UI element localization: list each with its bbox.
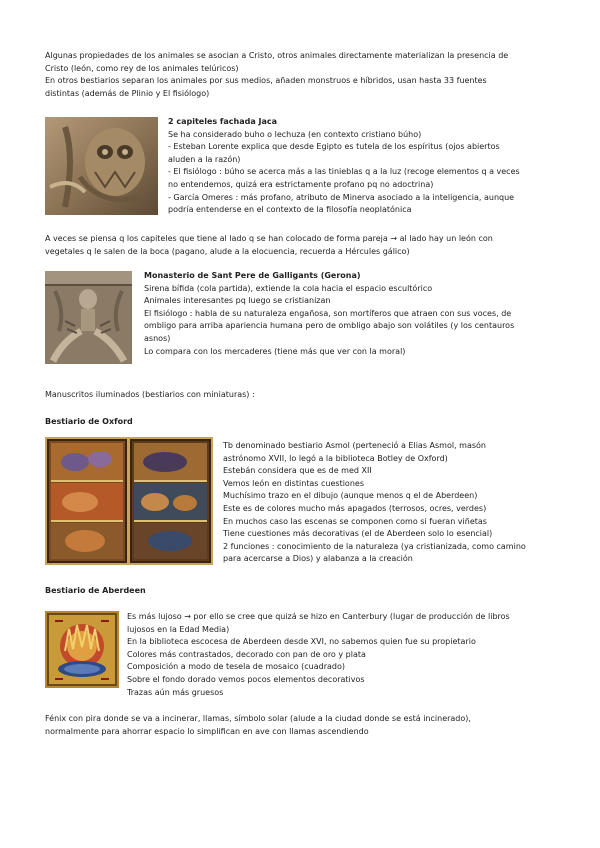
text-line: lujosos en la Edad Media) [127, 624, 230, 634]
text-line: Algunas propiedades de los animales se asocian a Cristo, otros animales directamente materializan la presencia de [45, 51, 509, 60]
text-line: normalmente para ahorrar espacio lo simplifican en ave con llamas ascendiendo [45, 726, 369, 736]
text-line: Tb denominado bestiario Asmol (perteneció a Elias Asmol, masón [223, 441, 486, 450]
text-line: Animales interesantes pq luego se cristianizan [144, 296, 331, 306]
text-line: no entendemos, quizá era estrictamente profano pq no adoctrina) [168, 179, 434, 189]
text-line: Composición a modo de tesela de mosaico (cuadrado) [127, 662, 345, 672]
text-line: - García Omeres : más profano, atributo de Minerva asociado a la inteligencia, aunque [168, 192, 515, 202]
manuscritos-line [45, 389, 565, 402]
galligants-siren-image [45, 271, 132, 364]
text-line: Se ha considerado buho o lechuza (en contexto cristiano búho) [168, 129, 422, 139]
aberdeen-text-block [127, 611, 510, 699]
text-line: Estebán considera que es de med XII [223, 466, 372, 476]
text-line: Sobre el fondo dorado vemos pocos elementos decorativos [127, 674, 365, 684]
fenix-paragraph [45, 713, 565, 738]
galligants-title: Monasterio de Sant Pere de Galligants (Gerona) [144, 271, 361, 280]
text-line: aluden a la razón) [168, 154, 241, 164]
text-line: En otros bestiarios separan los animales por sus medios, añaden monstruos e híbridos, usan hasta 33 fuentes [45, 76, 487, 86]
text-line: En la biblioteca escocesa de Aberdeen desde XVI, no sabemos quien fue su propietario [127, 637, 476, 647]
jaca-capital-image [45, 117, 158, 215]
text-line: para acercarse a Dios) y alabanza a la creación [223, 554, 413, 564]
oxford-bestiary-image [45, 437, 213, 565]
text-line: Vemos león en distintas cuestiones [223, 478, 364, 488]
text-line: En muchos caso las escenas se componen como si fueran viñetas [223, 516, 487, 526]
text-line: - Esteban Lorente explica que desde Egipto es tutela de los espíritus (ojos abiertos [168, 142, 500, 152]
text-line: - El fisiólogo : búho se acerca más a las tinieblas q a la luz (recoge elementos q a veces [168, 167, 520, 177]
text-line: 2 funciones : conocimiento de la naturaleza (ya cristianizada, como camino [223, 541, 526, 551]
text-line: Trazas aún más gruesos [127, 687, 224, 697]
text-line: distintas (además de Plinio y El fisiólogo) [45, 88, 210, 98]
text-line: podría entenderse en el contexto de la filosofía neoplatónica [168, 205, 412, 215]
text-line: Sirena bífida (cola partida), extiende la cola hacia el espacio escultórico [144, 283, 433, 293]
jaca-title: 2 capiteles fachada Jaca [168, 117, 278, 126]
galligants-text-block [144, 270, 514, 358]
text-line: Lo compara con los mercaderes (tiene más que ver con la moral) [144, 346, 406, 356]
text-line: Manuscritos iluminados (bestiarios con miniaturas) : [45, 390, 255, 399]
text-line: Cristo (león, como rey de los animales telúricos) [45, 63, 239, 73]
jaca-text-block [168, 116, 520, 217]
text-line: astrónomo XVII, lo legó a la biblioteca Botley de Oxford) [223, 453, 448, 463]
intro-paragraph [45, 50, 565, 100]
capiteles-paragraph [45, 233, 565, 258]
text-line: Es más lujoso → por ello se cree que quizá se hizo en Canterbury (lugar de producción de libros [127, 612, 510, 621]
text-line: Muchísimo trazo en el dibujo (aunque menos q el de Aberdeen) [223, 491, 478, 501]
text-line: Colores más contrastados, decorado con pan de oro y plata [127, 649, 366, 659]
text-line: ombligo para arriba apariencia humana pero de ombligo abajo son volátiles (y los centauros [144, 321, 515, 331]
text-line: vegetales q le salen de la boca (pagano, alude a la elocuencia, recuerda a Hércules gálico) [45, 246, 410, 256]
text-line: El fisiólogo : habla de su naturaleza engañosa, son mortíferos que atraen con sus voces, de [144, 308, 512, 318]
aberdeen-phoenix-image [45, 611, 119, 688]
oxford-text-block [223, 440, 526, 566]
aberdeen-heading: Bestiario de Aberdeen [45, 586, 146, 595]
text-line: Tiene cuestiones más decorativas (el de Aberdeen solo lo esencial) [223, 529, 493, 539]
text-line: asnos) [144, 333, 171, 343]
text-line: Este es de colores mucho más apagados (terrosos, ocres, verdes) [223, 503, 487, 513]
text-line: Fénix con pira donde se va a incinerar, llamas, símbolo solar (alude a la ciudad donde se está incinerado), [45, 714, 471, 723]
text-line: A veces se piensa q los capiteles que tiene al lado q se han colocado de forma pareja → al lado hay un león con [45, 234, 493, 243]
oxford-heading: Bestiario de Oxford [45, 417, 133, 426]
